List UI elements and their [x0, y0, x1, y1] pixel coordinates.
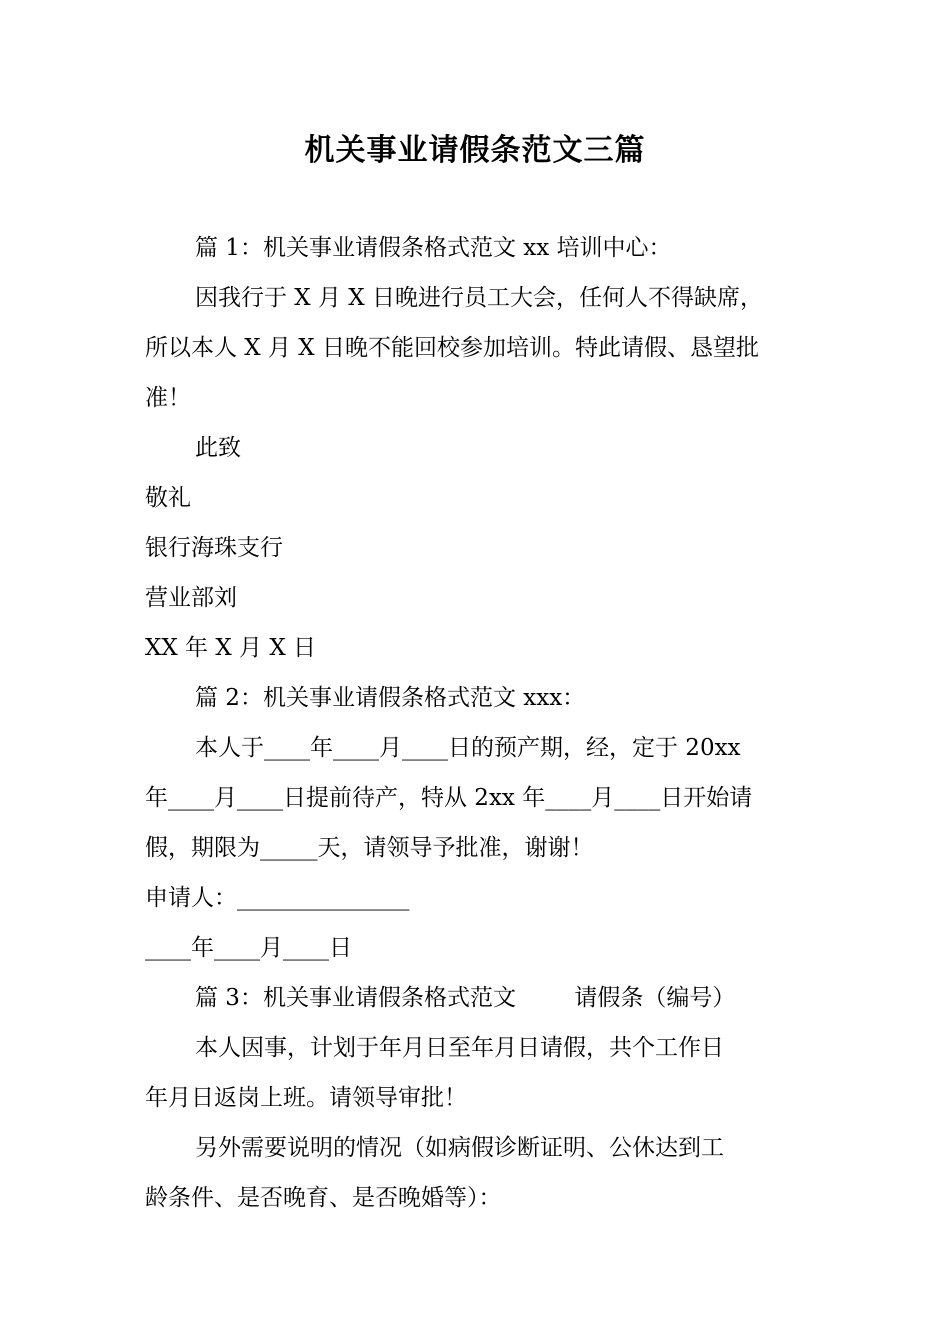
paragraph-line: 假，期限为_____天，请领导予批准，谢谢！ [145, 835, 594, 861]
paragraph-line: 所以本人 X 月 X 日晚不能回校参加培训。特此请假、恳望批 [145, 335, 759, 361]
date-line: ____年____月____日 [145, 935, 352, 961]
signature-line: 营业部刘 [145, 585, 237, 611]
signature-line: 银行海珠支行 [145, 535, 283, 561]
closing-line: 敬礼 [145, 485, 191, 511]
document-title: 机关事业请假条范文三篇 [304, 133, 646, 168]
section-1-heading: 篇 1：机关事业请假条格式范文 xx 培训中心： [195, 235, 672, 261]
paragraph-line: 另外需要说明的情况（如病假诊断证明、公休达到工 [195, 1135, 724, 1161]
section-3-heading: 篇 3：机关事业请假条格式范文 请假条（编号） [195, 985, 736, 1011]
paragraph-line: 年月日返岗上班。请领导审批！ [145, 1085, 467, 1111]
paragraph-line: 本人因事，计划于年月日至年月日请假，共个工作日 [195, 1035, 724, 1061]
paragraph-line: 准！ [145, 385, 191, 411]
date-line: XX 年 X 月 X 日 [145, 635, 317, 661]
paragraph-line: 因我行于 X 月 X 日晚进行员工大会，任何人不得缺席， [195, 285, 763, 311]
applicant-line: 申请人：_______________ [145, 885, 410, 911]
section-2-heading: 篇 2：机关事业请假条格式范文 xxx： [195, 685, 586, 711]
paragraph-line: 本人于____年____月____日的预产期，经，定于 20xx [195, 735, 741, 761]
paragraph-line: 龄条件、是否晚育、是否晚婚等）： [145, 1185, 502, 1211]
paragraph-line: 年____月____日提前待产，特从 2xx 年____月____日开始请 [145, 785, 753, 811]
closing-line: 此致 [195, 435, 241, 461]
